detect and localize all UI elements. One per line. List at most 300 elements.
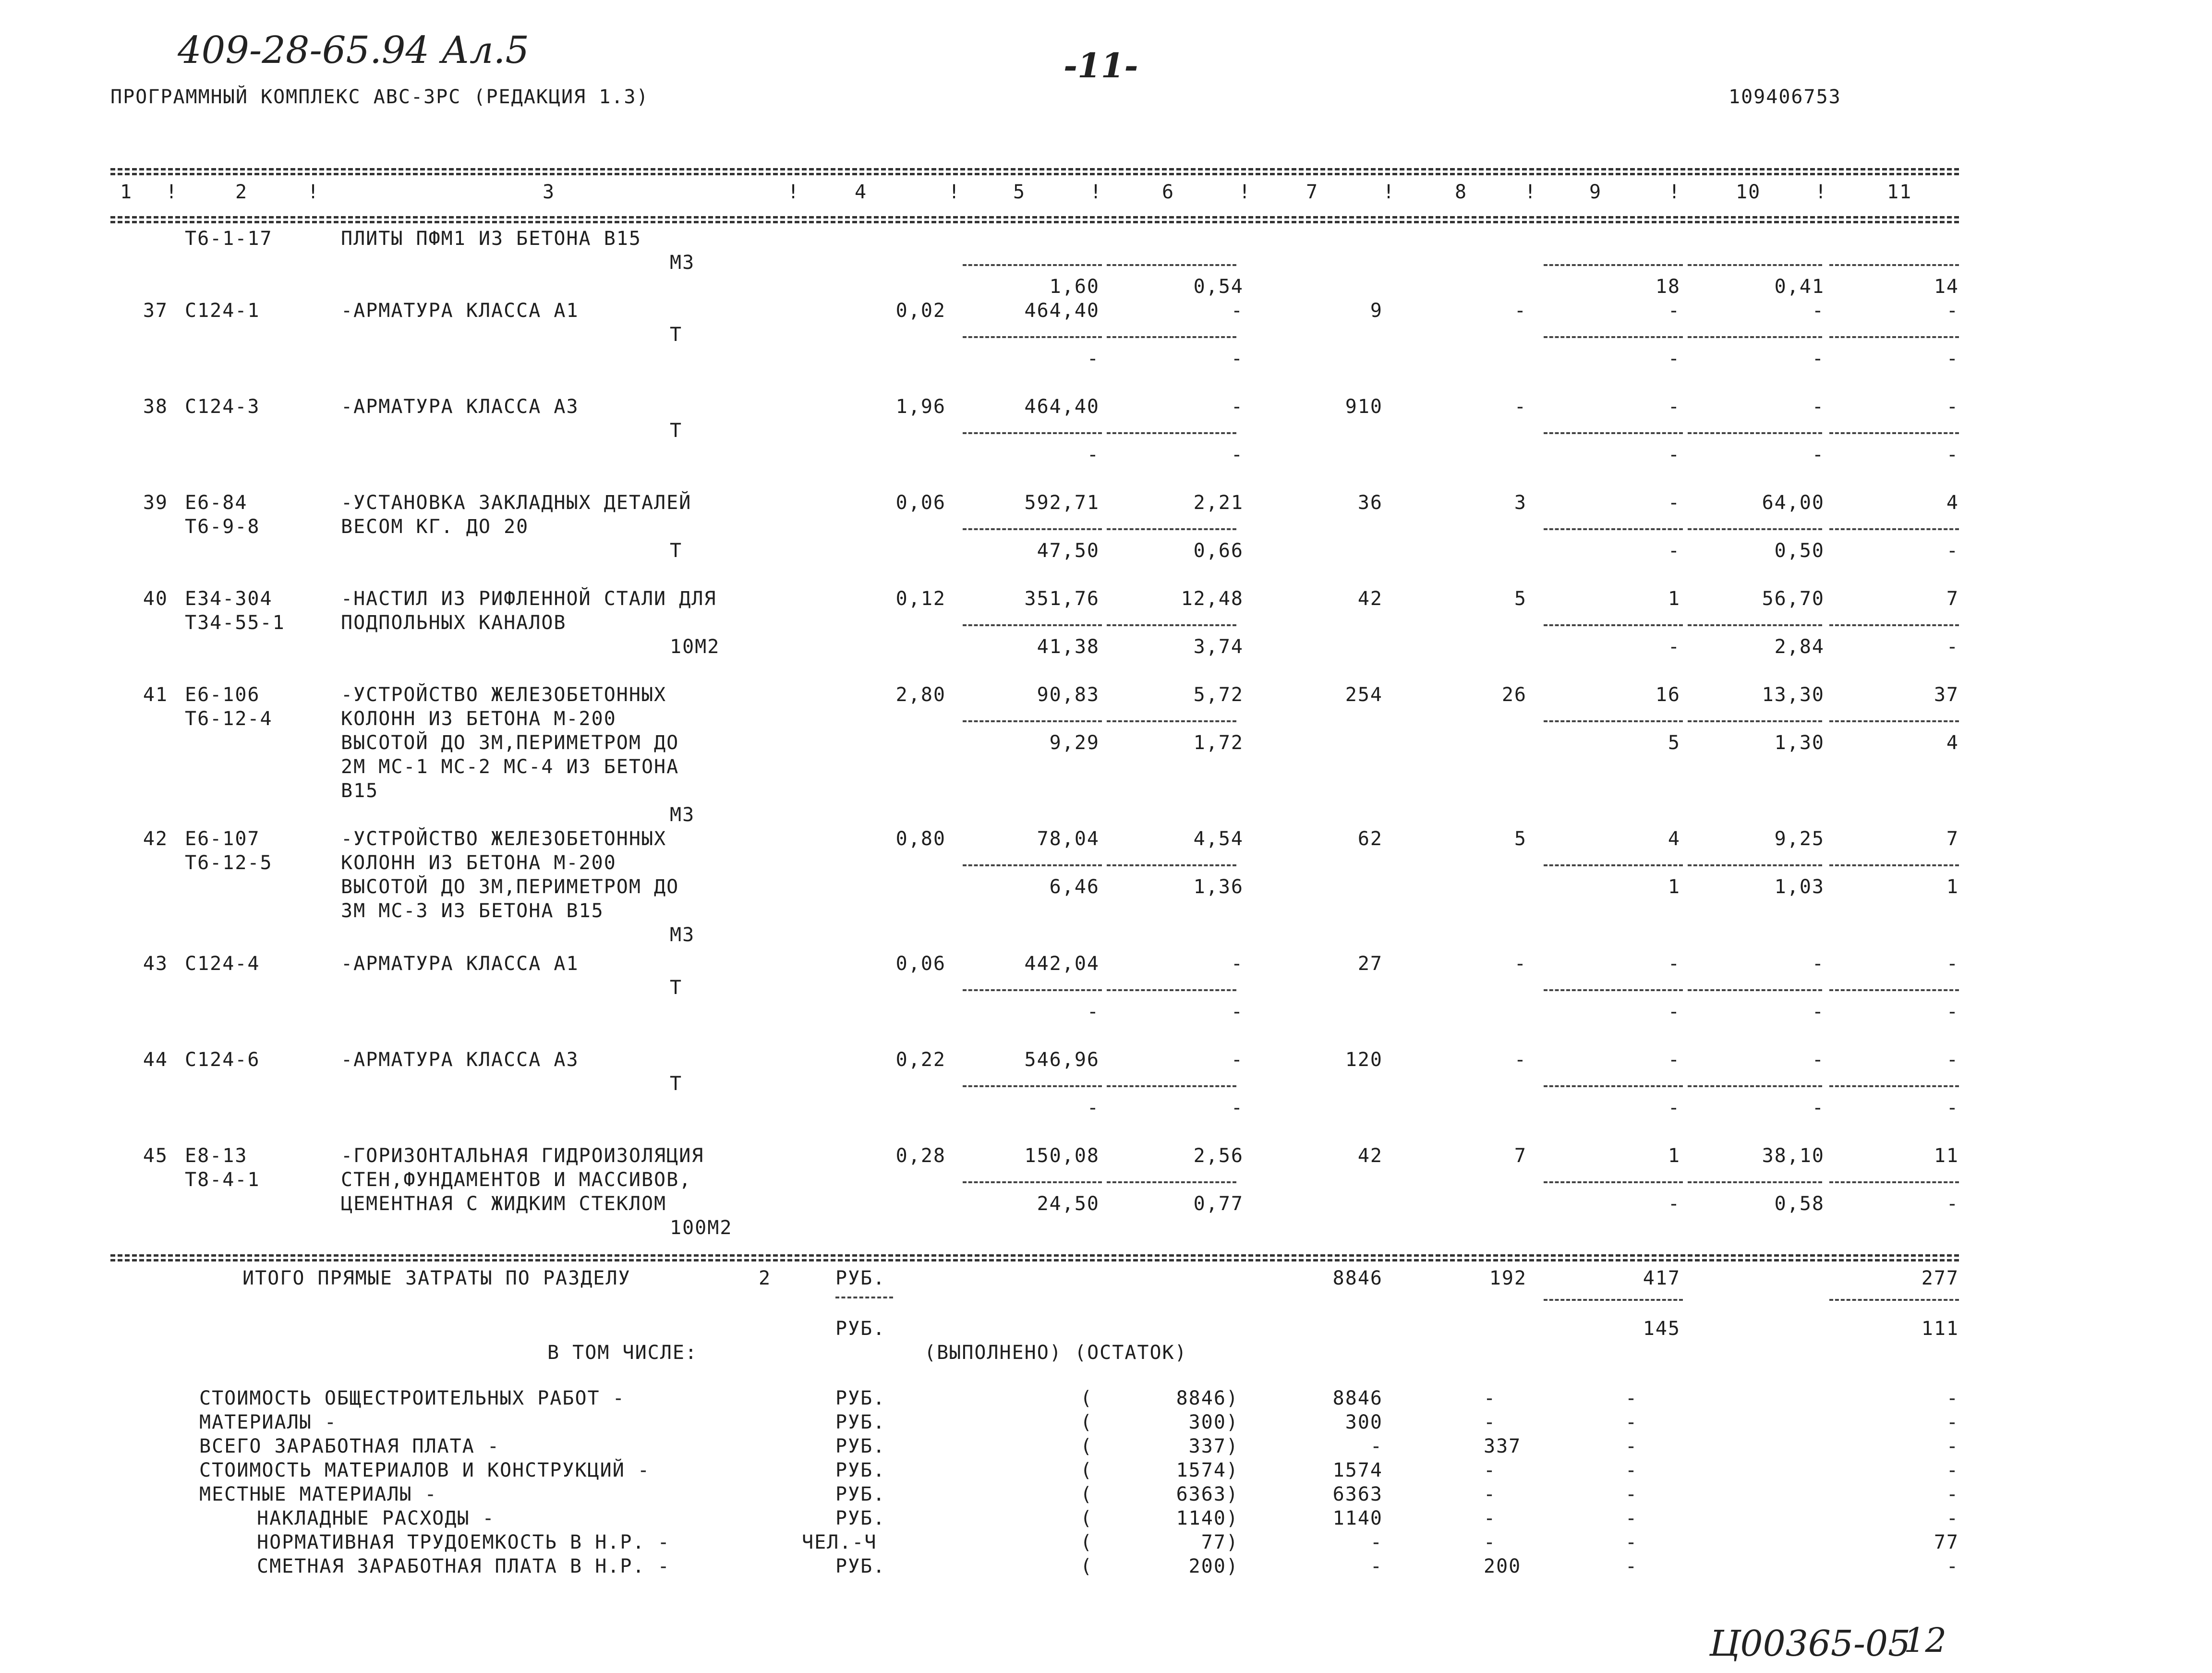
row-col9-line (1544, 264, 1683, 266)
breakdown-col9: - (1625, 1387, 1638, 1409)
row-col11-line (1829, 432, 1959, 434)
row-col5-line (963, 989, 1102, 991)
totals-section: 2 (759, 1267, 772, 1289)
totals-col9-line (1544, 1299, 1683, 1301)
row-code: Е6-84 (185, 492, 248, 514)
header-top-line (110, 168, 1959, 170)
breakdown-col11: - (1946, 1459, 1959, 1481)
breakdown-label: НОРМАТИВНАЯ ТРУДОЕМКОСТЬ В Н.Р. - (257, 1531, 670, 1553)
row-col6-line (1107, 264, 1236, 266)
breakdown-col7: 300 (1345, 1411, 1383, 1433)
row-col6-top: - (1231, 1049, 1244, 1071)
row-col6-line (1107, 528, 1236, 530)
column-separator: ! (307, 181, 320, 203)
row-code: Т6-9-8 (185, 516, 260, 538)
breakdown-col9: - (1625, 1507, 1638, 1529)
row-description: ВЕСОМ КГ. ДО 20 (341, 516, 529, 538)
row-description: -АРМАТУРА КЛАССА А3 (341, 1049, 579, 1071)
row-col6-line (1107, 624, 1236, 626)
row-col11-top: - (1946, 953, 1959, 975)
row-col11-bottom: - (1946, 1193, 1959, 1215)
breakdown-col8: - (1484, 1387, 1497, 1409)
breakdown-label: СТОИМОСТЬ МАТЕРИАЛОВ И КОНСТРУКЦИЙ - (199, 1459, 650, 1481)
breakdown-col11: - (1946, 1483, 1959, 1505)
row-col9-top: 4 (1668, 828, 1680, 850)
row-col10-bottom: 0,58 (1774, 1193, 1825, 1215)
row-col6-line (1107, 864, 1236, 866)
row-col4: 0,28 (895, 1145, 946, 1167)
row-unit: Т (670, 1073, 683, 1095)
row-col10-line (1688, 264, 1822, 266)
breakdown-col9: - (1625, 1435, 1638, 1457)
row-col5-bottom: 47,50 (1037, 540, 1100, 562)
column-number: 11 (1887, 181, 1912, 203)
row-col10-line (1688, 336, 1822, 338)
row-description: -ГОРИЗОНТАЛЬНАЯ ГИДРОИЗОЛЯЦИЯ (341, 1145, 704, 1167)
row-col4: 0,06 (895, 492, 946, 514)
row-code: С124-4 (185, 953, 260, 975)
row-col10-bottom: 0,50 (1774, 540, 1825, 562)
handwritten-bottom-page: 12 (1904, 1621, 1947, 1660)
row-col11-bottom: 1 (1946, 876, 1959, 898)
row-col5-line (963, 720, 1102, 722)
totals-separator-line (110, 1254, 1959, 1257)
row-col5-top: 78,04 (1037, 828, 1100, 850)
row-col4: 1,96 (895, 396, 946, 418)
row-code: С124-6 (185, 1049, 260, 1071)
row-col10-line (1688, 624, 1822, 626)
row-col9-top: 1 (1668, 1145, 1680, 1167)
breakdown-col7: 1574 (1332, 1459, 1383, 1481)
row-col11-top: 7 (1946, 828, 1959, 850)
breakdown-col8: - (1484, 1507, 1497, 1529)
row-unit: 10М2 (670, 636, 720, 658)
breakdown-label: НАКЛАДНЫЕ РАСХОДЫ - (257, 1507, 495, 1529)
row-col9-top: - (1668, 300, 1680, 322)
row-col8: 5 (1514, 588, 1527, 610)
row-col10-line (1688, 989, 1822, 991)
row-code: Е6-107 (185, 828, 260, 850)
row-code: Т6-12-4 (185, 708, 273, 730)
row-col9-bottom: - (1668, 1193, 1680, 1215)
row-col9-top: 16 (1655, 684, 1680, 706)
breakdown-col9: - (1625, 1483, 1638, 1505)
row-col5-bottom: 41,38 (1037, 636, 1100, 658)
breakdown-unit: РУБ. (835, 1483, 886, 1505)
row-col6-top: 4,54 (1193, 828, 1244, 850)
breakdown-label: МАТЕРИАЛЫ - (199, 1411, 337, 1433)
row-col9-bottom: 5 (1668, 732, 1680, 754)
breakdown-col11: - (1946, 1411, 1959, 1433)
row-col9-bottom: 1 (1668, 876, 1680, 898)
row-col8: 5 (1514, 828, 1527, 850)
totals-col11-line (1829, 1299, 1959, 1301)
column-separator: ! (166, 181, 179, 203)
breakdown-col7: 1140 (1332, 1507, 1383, 1529)
breakdown-col11: - (1946, 1507, 1959, 1529)
row-col6-bottom: - (1231, 348, 1244, 370)
row-col4: 0,12 (895, 588, 946, 610)
including-label: В ТОМ ЧИСЛЕ: (547, 1342, 698, 1364)
row-col6-bottom: - (1231, 1097, 1244, 1119)
done-remaining-label: (ВЫПОЛНЕНО) (ОСТАТОК) (924, 1342, 1187, 1364)
totals-col11-top: 277 (1921, 1267, 1959, 1289)
row-col10-top: - (1812, 396, 1825, 418)
row-col11-top: - (1946, 300, 1959, 322)
column-separator: ! (787, 181, 800, 203)
breakdown-col11: 77 (1934, 1531, 1959, 1553)
row-unit: Т (670, 540, 683, 562)
row-col9-top: - (1668, 492, 1680, 514)
breakdown-value: 6363) (1176, 1483, 1239, 1505)
totals-unit-underline (835, 1297, 893, 1298)
row-col6-top: 2,56 (1193, 1145, 1244, 1167)
totals-label: ИТОГО ПРЯМЫЕ ЗАТРАТЫ ПО РАЗДЕЛУ (242, 1267, 631, 1289)
row-unit: Т (670, 977, 683, 999)
breakdown-label: ВСЕГО ЗАРАБОТНАЯ ПЛАТА - (199, 1435, 500, 1457)
row-col5-line (963, 336, 1102, 338)
row-col11-line (1829, 1181, 1959, 1183)
totals-col9-top: 417 (1643, 1267, 1680, 1289)
breakdown-col8: - (1484, 1411, 1497, 1433)
row-col7: 27 (1357, 953, 1383, 975)
row-number: 41 (143, 684, 168, 706)
breakdown-col11: - (1946, 1555, 1959, 1577)
row-unit: М3 (670, 804, 695, 826)
breakdown-unit: РУБ. (835, 1387, 886, 1409)
row-col6-line (1107, 720, 1236, 722)
breakdown-col9: - (1625, 1411, 1638, 1433)
column-separator: ! (948, 181, 961, 203)
row-col7: 9 (1370, 300, 1383, 322)
row-col10-bottom: 0,41 (1774, 276, 1825, 298)
row-col5-bottom: 24,50 (1037, 1193, 1100, 1215)
row-col4: 0,80 (895, 828, 946, 850)
row-description: КОЛОНН ИЗ БЕТОНА М-200 (341, 852, 616, 874)
row-description: ЦЕМЕНТНАЯ С ЖИДКИМ СТЕКЛОМ (341, 1193, 667, 1215)
column-number: 7 (1306, 181, 1319, 203)
row-description: -УСТРОЙСТВО ЖЕЛЕЗОБЕТОННЫХ (341, 684, 667, 706)
breakdown-value: 8846) (1176, 1387, 1239, 1409)
row-col6-bottom: 3,74 (1193, 636, 1244, 658)
row-col11-line (1829, 336, 1959, 338)
row-col4: 0,06 (895, 953, 946, 975)
column-separator: ! (1239, 181, 1252, 203)
breakdown-value: 337) (1188, 1435, 1239, 1457)
row-col11-top: - (1946, 1049, 1959, 1071)
column-separator: ! (1815, 181, 1828, 203)
row-col10-top: 13,30 (1762, 684, 1825, 706)
row-number: 37 (143, 300, 168, 322)
row-col10-top: - (1812, 1049, 1825, 1071)
row-col6-top: 5,72 (1193, 684, 1244, 706)
row-col5-bottom: 1,60 (1049, 276, 1100, 298)
row-col10-line (1688, 864, 1822, 866)
row-col11-line (1829, 1085, 1959, 1087)
breakdown-paren: ( (1080, 1459, 1093, 1481)
row-col5-line (963, 264, 1102, 266)
breakdown-unit: РУБ. (835, 1507, 886, 1529)
row-col11-top: 11 (1934, 1145, 1959, 1167)
row-description: ПОДПОЛЬНЫХ КАНАЛОВ (341, 612, 567, 634)
breakdown-value: 1574) (1176, 1459, 1239, 1481)
row-code: Т34-55-1 (185, 612, 285, 634)
row-col5-top: 464,40 (1024, 300, 1100, 322)
row-col8: 7 (1514, 1145, 1527, 1167)
row-col6-top: - (1231, 300, 1244, 322)
header-bottom-line (110, 216, 1959, 218)
totals-col11-bottom: 111 (1921, 1318, 1959, 1340)
row-description: 3М МС-3 ИЗ БЕТОНА В15 (341, 900, 604, 922)
row-description: ПЛИТЫ ПФМ1 ИЗ БЕТОНА В15 (341, 228, 641, 250)
column-number: 4 (855, 181, 868, 203)
row-col9-line (1544, 1085, 1683, 1087)
row-code: С124-3 (185, 396, 260, 418)
row-unit: М3 (670, 252, 695, 274)
column-separator: ! (1668, 181, 1681, 203)
row-col5-top: 90,83 (1037, 684, 1100, 706)
breakdown-label: СТОИМОСТЬ ОБЩЕСТРОИТЕЛЬНЫХ РАБОТ - (199, 1387, 625, 1409)
breakdown-value: 200) (1188, 1555, 1239, 1577)
column-separator: ! (1524, 181, 1537, 203)
breakdown-col11: - (1946, 1387, 1959, 1409)
column-number: 10 (1736, 181, 1761, 203)
row-col11-line (1829, 528, 1959, 530)
row-col11-top: - (1946, 396, 1959, 418)
breakdown-col8: 200 (1484, 1555, 1522, 1577)
row-col9-bottom: - (1668, 636, 1680, 658)
breakdown-paren: ( (1080, 1507, 1093, 1529)
row-col5-bottom: - (1087, 444, 1100, 466)
row-col5-bottom: - (1087, 1001, 1100, 1023)
row-col8: - (1514, 396, 1527, 418)
breakdown-col9: - (1625, 1531, 1638, 1553)
column-number: 9 (1589, 181, 1602, 203)
row-col5-line (963, 864, 1102, 866)
row-col11-bottom: - (1946, 636, 1959, 658)
row-col4: 0,02 (895, 300, 946, 322)
breakdown-paren: ( (1080, 1483, 1093, 1505)
totals-unit-1: РУБ. (835, 1267, 886, 1289)
row-description: ВЫСОТОЙ ДО 3М,ПЕРИМЕТРОМ ДО (341, 732, 679, 754)
row-col10-bottom: - (1812, 444, 1825, 466)
column-number: 1 (120, 181, 133, 203)
row-col11-line (1829, 624, 1959, 626)
row-code: Е8-13 (185, 1145, 248, 1167)
row-col9-line (1544, 864, 1683, 866)
row-col6-bottom: - (1231, 1001, 1244, 1023)
breakdown-paren: ( (1080, 1435, 1093, 1457)
handwritten-bottom-code: Ц00365-05 (1709, 1623, 1911, 1664)
row-description: 2М МС-1 МС-2 МС-4 ИЗ БЕТОНА (341, 756, 679, 778)
row-col5-line (963, 528, 1102, 530)
row-col6-top: 12,48 (1181, 588, 1244, 610)
breakdown-col7: 6363 (1332, 1483, 1383, 1505)
row-col11-top: 4 (1946, 492, 1959, 514)
row-unit: Т (670, 420, 683, 442)
row-col7: 42 (1357, 588, 1383, 610)
breakdown-paren: ( (1080, 1387, 1093, 1409)
row-col10-bottom: - (1812, 348, 1825, 370)
row-col6-bottom: 0,77 (1193, 1193, 1244, 1215)
row-col7: 36 (1357, 492, 1383, 514)
row-code: Е6-106 (185, 684, 260, 706)
breakdown-value: 1140) (1176, 1507, 1239, 1529)
row-col5-top: 351,76 (1024, 588, 1100, 610)
row-col9-bottom: 18 (1655, 276, 1680, 298)
row-col8: 26 (1501, 684, 1527, 706)
row-col6-top: 2,21 (1193, 492, 1244, 514)
row-code: Т6-12-5 (185, 852, 273, 874)
breakdown-paren: ( (1080, 1411, 1093, 1433)
row-col6-line (1107, 989, 1236, 991)
row-description: -АРМАТУРА КЛАССА А1 (341, 300, 579, 322)
column-number: 8 (1455, 181, 1468, 203)
row-col9-line (1544, 720, 1683, 722)
row-col9-bottom: - (1668, 444, 1680, 466)
row-col7: 120 (1345, 1049, 1383, 1071)
row-col10-top: 64,00 (1762, 492, 1825, 514)
row-col11-bottom: - (1946, 348, 1959, 370)
row-col4: 2,80 (895, 684, 946, 706)
row-col5-top: 546,96 (1024, 1049, 1100, 1071)
row-col8: - (1514, 1049, 1527, 1071)
row-col8: - (1514, 953, 1527, 975)
row-description: -НАСТИЛ ИЗ РИФЛЕННОЙ СТАЛИ ДЛЯ (341, 588, 717, 610)
row-col6-line (1107, 432, 1236, 434)
breakdown-col7: - (1370, 1531, 1383, 1553)
row-col8: - (1514, 300, 1527, 322)
row-col10-line (1688, 432, 1822, 434)
row-col6-line (1107, 1085, 1236, 1087)
row-col10-top: 38,10 (1762, 1145, 1825, 1167)
row-col11-bottom: 14 (1934, 276, 1959, 298)
row-col10-top: 9,25 (1774, 828, 1825, 850)
breakdown-col8: - (1484, 1483, 1497, 1505)
row-description: ВЫСОТОЙ ДО 3М,ПЕРИМЕТРОМ ДО (341, 876, 679, 898)
row-col11-top: 7 (1946, 588, 1959, 610)
row-col5-line (963, 624, 1102, 626)
row-col11-line (1829, 864, 1959, 866)
row-code: Т6-1-17 (185, 228, 273, 250)
breakdown-paren: ( (1080, 1555, 1093, 1577)
row-col6-top: - (1231, 396, 1244, 418)
row-col9-bottom: - (1668, 540, 1680, 562)
row-col10-line (1688, 720, 1822, 722)
row-col5-bottom: - (1087, 1097, 1100, 1119)
breakdown-label: СМЕТНАЯ ЗАРАБОТНАЯ ПЛАТА В Н.Р. - (257, 1555, 670, 1577)
row-number: 44 (143, 1049, 168, 1071)
row-col7: 254 (1345, 684, 1383, 706)
row-col9-line (1544, 624, 1683, 626)
breakdown-unit: ЧЕЛ.-Ч (802, 1531, 877, 1553)
row-col11-line (1829, 264, 1959, 266)
row-col11-bottom: 4 (1946, 732, 1959, 754)
row-code: Е34-304 (185, 588, 273, 610)
row-col11-line (1829, 720, 1959, 722)
header-bottom-line-2 (110, 221, 1959, 223)
breakdown-value: 300) (1188, 1411, 1239, 1433)
row-number: 42 (143, 828, 168, 850)
row-col6-bottom: 0,54 (1193, 276, 1244, 298)
row-description: -УСТРОЙСТВО ЖЕЛЕЗОБЕТОННЫХ (341, 828, 667, 850)
column-separator: ! (1383, 181, 1396, 203)
totals-col9-bottom: 145 (1643, 1318, 1680, 1340)
row-col10-top: 56,70 (1762, 588, 1825, 610)
row-col5-top: 464,40 (1024, 396, 1100, 418)
row-col6-bottom: - (1231, 444, 1244, 466)
row-description: СТЕН,ФУНДАМЕНТОВ И МАССИВОВ, (341, 1169, 692, 1191)
column-number: 6 (1162, 181, 1175, 203)
row-col10-top: - (1812, 953, 1825, 975)
breakdown-col9: - (1625, 1459, 1638, 1481)
breakdown-unit: РУБ. (835, 1555, 886, 1577)
breakdown-col7: - (1370, 1555, 1383, 1577)
row-number: 45 (143, 1145, 168, 1167)
breakdown-label: МЕСТНЫЕ МАТЕРИАЛЫ - (199, 1483, 437, 1505)
row-col7: 42 (1357, 1145, 1383, 1167)
row-col5-top: 150,08 (1024, 1145, 1100, 1167)
row-col5-line (963, 1085, 1102, 1087)
breakdown-unit: РУБ. (835, 1435, 886, 1457)
row-description: -АРМАТУРА КЛАССА А1 (341, 953, 579, 975)
breakdown-col7: - (1370, 1435, 1383, 1457)
row-description: В15 (341, 780, 379, 802)
row-col5-top: 592,71 (1024, 492, 1100, 514)
row-col11-bottom: - (1946, 1001, 1959, 1023)
breakdown-col9: - (1625, 1555, 1638, 1577)
row-col9-line (1544, 432, 1683, 434)
row-col6-bottom: 1,72 (1193, 732, 1244, 754)
row-col7: 62 (1357, 828, 1383, 850)
column-number: 5 (1013, 181, 1026, 203)
row-col10-bottom: 1,03 (1774, 876, 1825, 898)
row-col6-top: - (1231, 953, 1244, 975)
column-separator: ! (1090, 181, 1103, 203)
row-col5-line (963, 432, 1102, 434)
totals-separator-line-2 (110, 1259, 1959, 1261)
row-col10-bottom: 1,30 (1774, 732, 1825, 754)
document-code: 109406753 (1729, 86, 1841, 108)
handwritten-doc-number: 409-28-65.94 Ал.5 (178, 29, 530, 72)
row-col10-bottom: - (1812, 1001, 1825, 1023)
header-top-line-2 (110, 173, 1959, 175)
row-col11-bottom: - (1946, 540, 1959, 562)
row-number: 39 (143, 492, 168, 514)
row-number: 43 (143, 953, 168, 975)
row-col6-line (1107, 336, 1236, 338)
row-col11-bottom: - (1946, 1097, 1959, 1119)
totals-col7: 8846 (1332, 1267, 1383, 1289)
row-col9-line (1544, 989, 1683, 991)
row-col11-line (1829, 989, 1959, 991)
row-unit: М3 (670, 924, 695, 946)
row-unit: Т (670, 324, 683, 346)
row-col7: 910 (1345, 396, 1383, 418)
row-code: С124-1 (185, 300, 260, 322)
row-col6-line (1107, 1181, 1236, 1183)
row-col9-line (1544, 336, 1683, 338)
row-col9-line (1544, 528, 1683, 530)
row-col9-bottom: - (1668, 1001, 1680, 1023)
program-title: ПРОГРАММНЫЙ КОМПЛЕКС АВС-3РС (РЕДАКЦИЯ 1.3) (110, 86, 649, 108)
row-col5-line (963, 1181, 1102, 1183)
row-col6-bottom: 0,66 (1193, 540, 1244, 562)
row-col9-line (1544, 1181, 1683, 1183)
row-col9-top: - (1668, 953, 1680, 975)
row-col8: 3 (1514, 492, 1527, 514)
row-col5-bottom: 9,29 (1049, 732, 1100, 754)
